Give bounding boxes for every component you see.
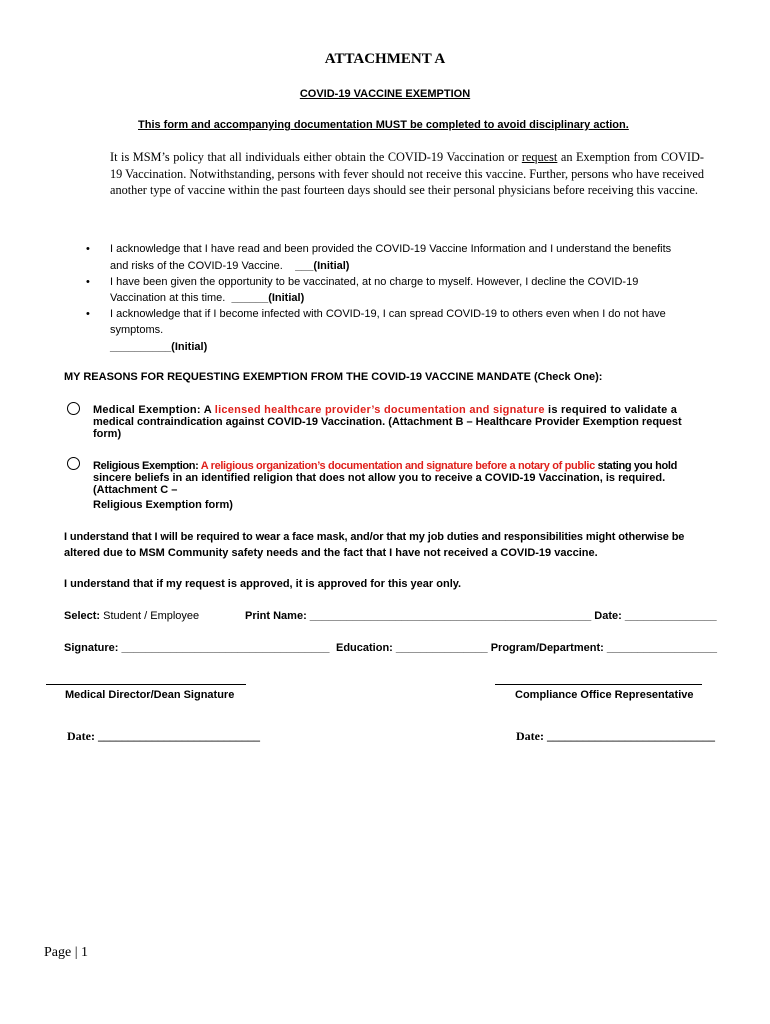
acknowledgement-3-line1: I acknowledge that if I become infected with COVID-19, I can spread COVID-19 to others even when I do not have — [110, 308, 666, 320]
dean-signature-label: Medical Director/Dean Signature — [65, 689, 235, 701]
compliance-signature-label: Compliance Office Representative — [515, 689, 694, 701]
initial-field-2[interactable]: ______(Initial) — [231, 292, 305, 304]
completion-notice: This form and accompanying documentation MUST be completed to avoid disciplinary action. — [138, 119, 629, 131]
policy-paragraph — [110, 149, 704, 199]
religious-exemption-label: Religious Exemption: — [93, 460, 201, 472]
acknowledgement-2-text: Vaccination at this time. — [110, 292, 226, 304]
dean-date-field[interactable]: Date: ___________________________ — [67, 729, 260, 743]
signature-field[interactable]: Signature: __________________________________ — [64, 642, 330, 654]
medical-exemption-line2: medical contraindication against COVID-19 Vaccination. (Attachment B – Healthcare Provider Exemption request — [93, 416, 682, 428]
policy-text-underlined: request — [521, 150, 558, 164]
religious-exemption-line1 — [93, 460, 677, 472]
mask-statement-line2: altered due to MSM Community safety needs and the fact that I have not received a COVID-19 vaccine. — [64, 547, 598, 559]
bullet-icon: • — [86, 243, 90, 255]
medical-exemption-suffix: is required to validate a — [544, 404, 678, 416]
select-label: Select: — [64, 610, 101, 622]
print-name-date-field[interactable]: Print Name: ______________________________________________ Date: _______________ — [245, 610, 717, 622]
religious-exemption-line4: Religious Exemption form) — [93, 499, 233, 511]
acknowledgement-1-line1: I acknowledge that I have read and been provided the COVID-19 Vaccine Information and I understand the benefits — [110, 243, 672, 255]
medical-required-docs: licensed healthcare provider’s documentation and signature — [214, 404, 545, 416]
initial-field-1[interactable]: ___(Initial) — [295, 260, 350, 272]
religious-exemption-line2: sincere beliefs in an identified religion that does not allow you to receive a COVID-19 Vaccination, is required. — [93, 472, 666, 484]
dean-signature-line[interactable] — [46, 684, 246, 685]
medical-exemption-radio[interactable] — [67, 402, 80, 415]
religious-exemption-suffix: stating you hold — [594, 460, 677, 472]
bullet-icon: • — [86, 276, 90, 288]
select-role-field[interactable] — [64, 610, 199, 622]
page-number: Page | 1 — [44, 945, 89, 960]
religious-exemption-line3: (Attachment C – — [93, 484, 178, 496]
select-options[interactable]: Student / Employee — [103, 610, 200, 622]
acknowledgement-2-line2 — [110, 292, 304, 304]
initial-field-3[interactable]: __________(Initial) — [110, 341, 208, 353]
reasons-heading: MY REASONS FOR REQUESTING EXEMPTION FROM THE COVID-19 VACCINE MANDATE (Check One): — [64, 371, 603, 383]
policy-text-end: an Exemption from COVID-19 Vaccination. Notwithstanding, persons with fever should not receive this vaccine. Further, persons who have received another type of vaccine within the past fourteen days should see their personal physicians before receiving this vaccine. — [110, 150, 704, 197]
religious-exemption-radio[interactable] — [67, 457, 80, 470]
religious-required-docs: A religious organization’s documentation and signature before a notary of public — [200, 460, 595, 472]
page-title: ATTACHMENT A — [324, 51, 446, 67]
policy-text-start: It is MSM’s policy that all individuals either obtain the COVID-19 Vaccination or — [110, 150, 522, 164]
mask-statement-line1: I understand that I will be required to wear a face mask, and/or that my job duties and responsibilities might otherwise be — [64, 531, 685, 543]
compliance-signature-line[interactable] — [495, 684, 702, 685]
medical-exemption-label: Medical Exemption: A — [93, 404, 215, 416]
compliance-date-field[interactable]: Date: ____________________________ — [516, 729, 715, 743]
form-subtitle: COVID-19 VACCINE EXEMPTION — [299, 88, 471, 100]
acknowledgement-3-line2: symptoms. — [110, 324, 164, 336]
education-program-field[interactable]: Education: _______________ Program/Department: __________________ — [336, 642, 717, 654]
approval-statement: I understand that if my request is approved, it is approved for this year only. — [64, 578, 462, 590]
acknowledgement-1-line2 — [110, 260, 349, 272]
acknowledgement-1-text: and risks of the COVID-19 Vaccine. — [110, 260, 283, 272]
acknowledgement-2-line1: I have been given the opportunity to be vaccinated, at no charge to myself. However, I decline the COVID-19 — [110, 276, 639, 288]
bullet-icon: • — [86, 308, 90, 320]
medical-exemption-line3: form) — [93, 428, 122, 440]
medical-exemption-line1 — [93, 404, 677, 416]
